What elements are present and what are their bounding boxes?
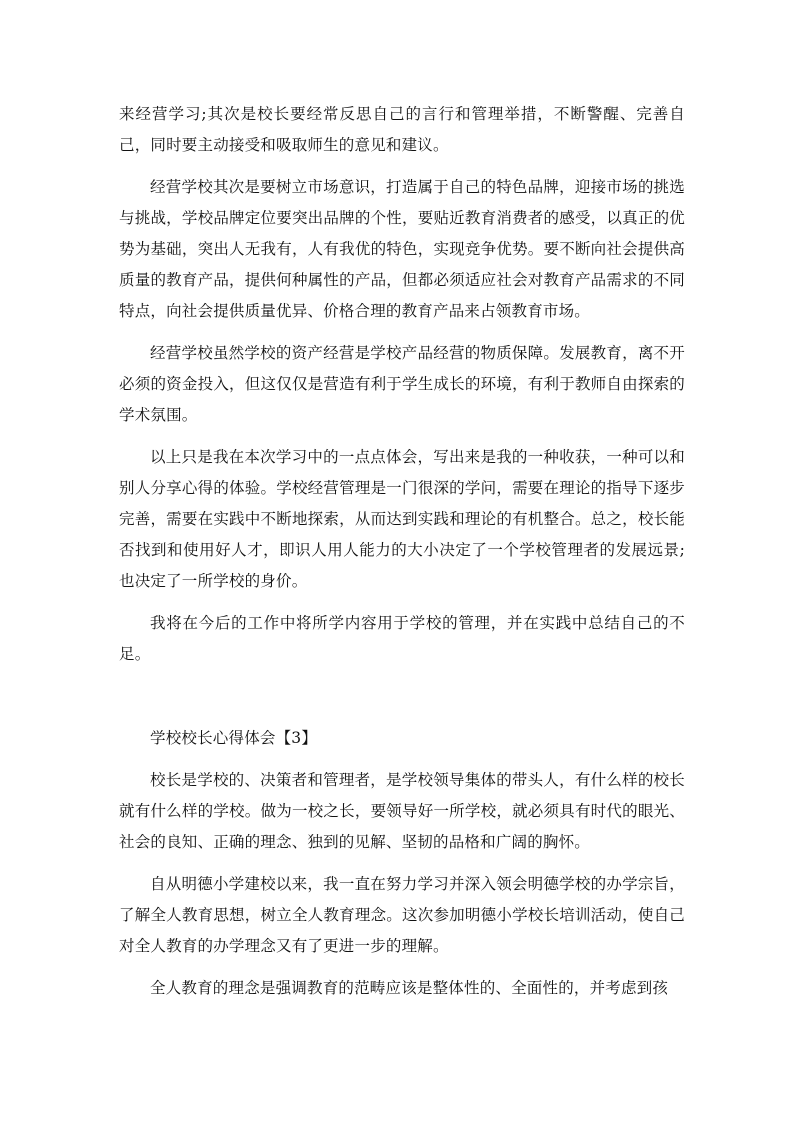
paragraph-holistic-education: 全人教育的理念是强调教育的范畴应该是整体性的、全面性的，并考虑到孩 — [150, 979, 669, 997]
paragraph-continuation: 来经营学习;其次是校长要经常反思自己的言行和管理举措，不断警醒、完善自己，同时要主动接受和吸取师生的意见和建议。 — [119, 105, 685, 154]
paragraph-asset-management: 经营学校虽然学校的资产经营是学校产品经营的物质保障。发展教育，离不开必须的资金投入，但这仅仅是营造有利于学生成长的环境，有利于教师自由探索的学术氛围。 — [119, 344, 685, 424]
paragraph-principal-role: 校长是学校的、决策者和管理者，是学校领导集体的带头人，有什么样的校长就有什么样的学校。做为一校之长，要领导好一所学校，就必须具有时代的眼光、社会的良知、正确的理念、独到的见解、坚韧的品格和广阔的胸怀。 — [119, 771, 685, 851]
paragraph-future-work: 我将在今后的工作中将所学内容用于学校的管理，并在实践中总结自己的不足。 — [119, 614, 685, 663]
paragraph-reflection: 以上只是我在本次学习中的一点点体会，写出来是我的一种收获，一种可以和别人分享心得的体验。学校经营管理是一门很深的学问，需要在理论的指导下逐步完善，需要在实践中不断地探索，从而达到实践和理论的有机整合。总之，校长能否找到和使用好人才，即识人用人能力的大小决定了一个学校管理者的发展远景;也决定了一所学校的身价。 — [119, 448, 685, 590]
paragraph-brand-strategy: 经营学校其次是要树立市场意识，打造属于自己的特色品牌，迎接市场的挑选与挑战，学校品牌定位要突出品牌的个性，要贴近教育消费者的感受，以真正的优势为基础，突出人无我有，人有我优的特色，实现竞争优势。要不断向社会提供高质量的教育产品，提供何种属性的产品，但都必须适应社会对教育产品需求的不同特点，向社会提供质量优异、价格合理的教育产品来占领教育市场。 — [119, 178, 685, 320]
paragraph-mingde-school: 自从明德小学建校以来，我一直在努力学习并深入领会明德学校的办学宗旨，了解全人教育思想，树立全人教育理念。这次参加明德小学校长培训活动，使自己对全人教育的办学理念又有了更进一步的理解。 — [119, 875, 685, 955]
document-body — [119, 99, 685, 1004]
section-heading: 学校校长心得体会【3】 — [150, 729, 318, 747]
